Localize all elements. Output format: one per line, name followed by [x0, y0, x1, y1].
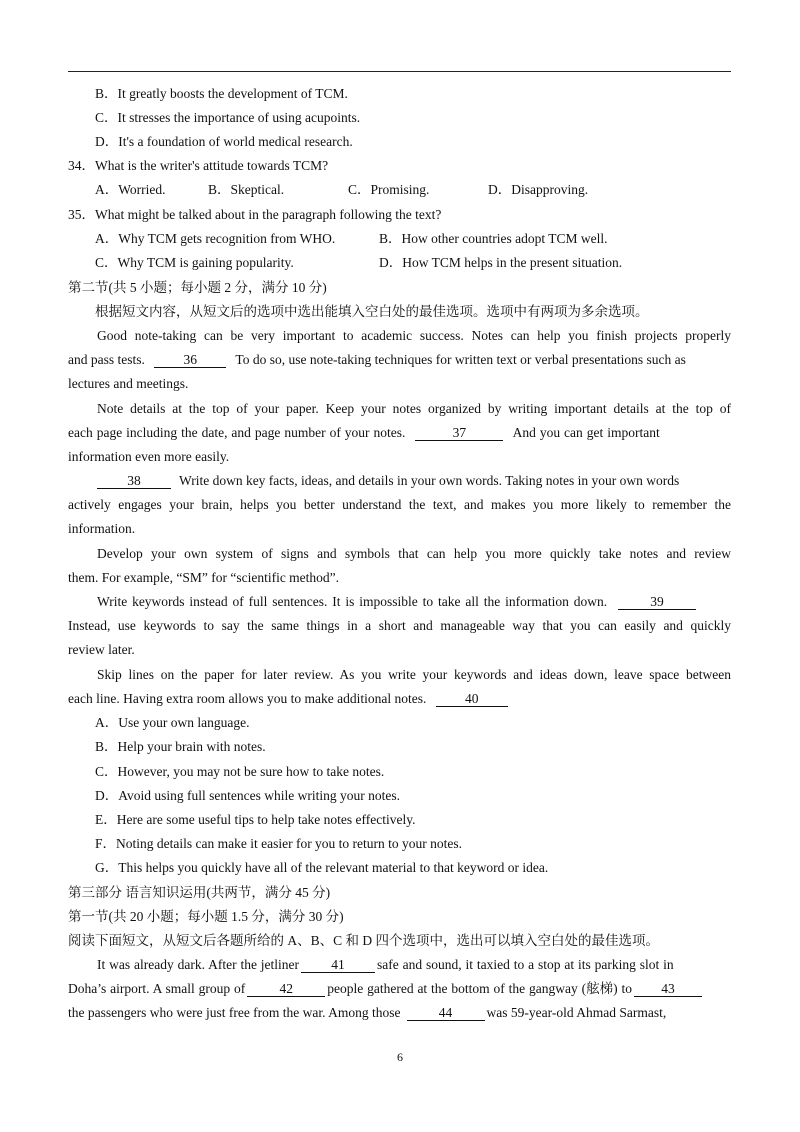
q33-option-d: D．It's a foundation of world medical research. — [95, 134, 353, 149]
part3-title: 第三部分 语言知识运用(共两节，满分 45 分) — [68, 885, 331, 900]
section2-option-g: G．This helps you quickly have all of the relevant material to that keyword or idea. — [95, 860, 549, 875]
part3-instruction: 阅读下面短文，从短文后各题所给的 A、B、C 和 D 四个选项中，选出可以填入空白处的最佳选项。 — [68, 933, 660, 948]
section2-option-a: A．Use your own language. — [95, 715, 250, 730]
passage-p3-line3: information. — [68, 521, 136, 536]
passage-p4-line1: Develop your own system of signs and symbols that can help you more quickly take notes and review — [97, 546, 731, 561]
page-number: 6 — [397, 1050, 403, 1064]
cloze-line1 — [97, 956, 674, 974]
q35-option-a: A．Why TCM gets recognition from WHO. — [95, 231, 336, 246]
q34-option-a: A．Worried. — [95, 182, 166, 197]
cloze-text: was 59-year-old Ahmad Sarmast, — [486, 1005, 667, 1020]
blank-38[interactable]: 38 — [97, 473, 171, 489]
header-rule — [68, 71, 731, 72]
q35-option-d: D．How TCM helps in the present situation. — [379, 255, 623, 270]
q33-option-b: B．It greatly boosts the development of TCM. — [95, 86, 348, 101]
blank-39[interactable]: 39 — [618, 594, 696, 610]
passage-p5-line1 — [97, 593, 696, 611]
cloze-line2 — [68, 980, 702, 998]
q34-stem: 34．What is the writer's attitude towards TCM? — [68, 158, 329, 173]
blank-42[interactable]: 42 — [247, 981, 325, 997]
passage-text: To do so, use note-taking techniques for written text or verbal presentations such as — [235, 352, 686, 367]
section2-option-c: C．However, you may not be sure how to take notes. — [95, 764, 385, 779]
passage-text: Write down key facts, ideas, and details in your own words. Taking notes in your own words — [179, 473, 680, 488]
passage-p1-line2 — [68, 351, 686, 369]
passage-p2-line1: Note details at the top of your paper. Keep your notes organized by writing important details at the top of — [97, 401, 731, 416]
passage-p5-line3: review later. — [68, 642, 135, 657]
q34-options — [95, 181, 588, 199]
q34-option-b: B．Skeptical. — [208, 182, 285, 197]
passage-text: And you can get important — [512, 425, 660, 440]
cloze-text: people gathered at the bottom of the gangway (舷梯) to — [327, 981, 633, 996]
blank-36[interactable]: 36 — [154, 352, 226, 368]
cloze-text: It was already dark. After the jetliner — [97, 957, 300, 972]
q34-option-c: C．Promising. — [348, 182, 430, 197]
passage-p4-line2: them. For example, “SM” for “scientific method”. — [68, 570, 340, 585]
passage-p3-line2: actively engages your brain, helps you better understand the text, and makes you more likely to remember the — [68, 497, 731, 512]
q35-option-c: C．Why TCM is gaining popularity. — [95, 255, 294, 270]
section2-option-e: E．Here are some useful tips to help take notes effectively. — [95, 812, 416, 827]
passage-p2-line3: information even more easily. — [68, 449, 230, 464]
part3-section1-title: 第一节(共 20 小题；每小题 1.5 分，满分 30 分) — [68, 909, 344, 924]
q35-options-row2 — [95, 254, 622, 272]
passage-p1-line3: lectures and meetings. — [68, 376, 189, 391]
passage-p1-line1: Good note-taking can be very important to academic success. Notes can help you finish projects properly — [97, 328, 731, 343]
blank-40[interactable]: 40 — [436, 691, 508, 707]
blank-44[interactable]: 44 — [407, 1005, 485, 1021]
blank-41[interactable]: 41 — [301, 957, 375, 973]
cloze-text: the passengers who were just free from the war. Among those — [68, 1005, 401, 1020]
passage-p3-line1 — [97, 472, 679, 490]
passage-text: each line. Having extra room allows you to make additional notes. — [68, 691, 427, 706]
q35-option-b: B．How other countries adopt TCM well. — [379, 231, 608, 246]
q35-options-row1 — [95, 230, 607, 248]
cloze-text: Doha’s airport. A small group of — [68, 981, 246, 996]
cloze-text: safe and sound, it taxied to a stop at its parking slot in — [377, 957, 674, 972]
passage-text: each page including the date, and page number of your notes. — [68, 425, 406, 440]
passage-p5-line2: Instead, use keywords to say the same things in a short and manageable way that you can easily and quickly — [68, 618, 731, 633]
q34-option-d: D．Disapproving. — [488, 182, 589, 197]
q33-option-c: C．It stresses the importance of using acupoints. — [95, 110, 361, 125]
section2-option-f: F．Noting details can make it easier for you to return to your notes. — [95, 836, 463, 851]
cloze-line3 — [68, 1004, 666, 1022]
blank-43[interactable]: 43 — [634, 981, 702, 997]
section2-title: 第二节(共 5 小题；每小题 2 分，满分 10 分) — [68, 280, 327, 295]
section2-instruction: 根据短文内容，从短文后的选项中选出能填入空白处的最佳选项。选项中有两项为多余选项。 — [95, 304, 649, 319]
passage-text: and pass tests. — [68, 352, 145, 367]
q35-stem: 35．What might be talked about in the paragraph following the text? — [68, 207, 442, 222]
section2-option-b: B．Help your brain with notes. — [95, 739, 266, 754]
passage-text: Write keywords instead of full sentences. It is impossible to take all the information down. — [97, 594, 608, 609]
section2-option-d: D．Avoid using full sentences while writing your notes. — [95, 788, 400, 803]
blank-37[interactable]: 37 — [415, 425, 503, 441]
passage-p2-line2 — [68, 424, 660, 442]
passage-p6-line2 — [68, 690, 508, 708]
passage-p6-line1: Skip lines on the paper for later review. As you write your keywords and ideas down, leave space between — [97, 667, 731, 682]
